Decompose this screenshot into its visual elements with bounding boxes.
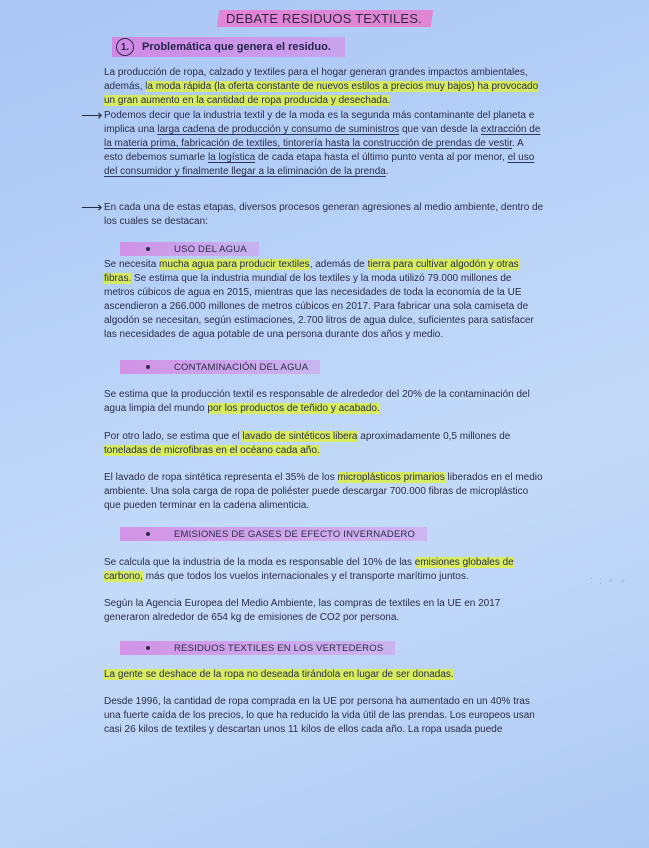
text-run: liberados en el medio ambiente. Una sola carga de ropa de poliéster puede descargar 700.000 fibras de microplástico que pueden terminar en la cadena alimenticia. [104,472,543,512]
text-run: Se calcula que la industria de la moda es responsable del 10% de las [104,557,415,568]
highlighted-text: la moda rápida (la oferta constante de nuevos estilos a precios muy bajos) ha provocado un gran aumento en la cantidad de ropa producida y desechada. [104,81,539,107]
section-number: 1. [116,38,134,56]
paragraph-landfill-1 [104,668,544,682]
highlighted-text: toneladas de microfibras en el océano cada año. [104,445,320,457]
paragraph-emissions-2: Según la Agencia Europea del Medio Ambiente, las compras de textiles en la UE en 2017 generaron alrededor de 654 kg de emisiones de CO2 por persona. [104,598,501,624]
underlined-text: larga cadena de producción y consumo de suministros [157,124,400,136]
subheading-text: RESIDUOS TEXTILES EN LOS VERTEDEROS [174,642,384,654]
text-run: más que todos los vuelos internacionales y el transporte marítimo juntos. [142,571,469,583]
highlighted-text: lavado de sintéticos libera [242,431,358,442]
paragraph-pollution-2 [104,430,544,458]
highlighted-text: mucha agua para producir textiles [159,259,310,270]
subheading-water-use [120,242,259,256]
underlined-text: el uso del consumidor y finalmente llegar a la eliminación de la prenda [104,152,535,178]
arrow-icon: ⟶ [81,107,103,124]
subheading-water-pollution [120,360,320,374]
paragraph-pollution-3 [104,471,544,513]
underlined-text: extracción de la materia prima, fabricación de textiles, tintorería hasta la construcción de prendas de vestir [104,124,541,150]
text-run: . [385,166,389,178]
paragraph-water-use [104,258,544,343]
highlighted-text: emisiones globales de carbono, [104,557,514,583]
arrow-icon: ⟶ [81,199,103,216]
faint-mark: : ; ∘ ∘ [590,575,628,585]
text-run: La producción de ropa, calzado y textiles para el hogar generan grandes impactos ambientales, además, [104,67,528,93]
underlined-text: la logística [207,152,256,164]
text-run: que van desde la [399,124,481,136]
paragraph-industry [104,109,544,179]
highlighted-text: por los productos de teñido y acabado. [207,403,380,415]
text-run: aproximadamente 0,5 millones de [357,431,511,442]
paragraph-stages: En cada una de estas etapas, diversos procesos generan agresiones al medio ambiente, dentro de los cuales se destacan: [104,202,544,228]
text-run: Por otro lado, se estima que el [104,431,243,442]
highlighted-text: tierra para cultivar algodón y otras fibras. [104,259,519,285]
bullet-icon [146,646,150,650]
text-run: . A esto debemos sumarle [104,138,524,164]
subheading-text: USO DEL AGUA [174,243,247,255]
text-run: Se estima que la industria mundial de los textiles y la moda utilizó 79.000 millones de metros cúbicos de agua en 2015, mientras que las necesidades de toda la economía de la UE ascendieron a 266.000 millones de metros cúbicos en 2017. Para fabricar una sola camiseta de algodón se necesitan, según estimaciones, 2.700 litros de agua dulce, suficientes para satisfacer las necesidades de agua potable de una persona durante dos años y medio. [104,273,534,341]
bullet-icon [146,532,150,536]
subheading-text: CONTAMINACIÓN DEL AGUA [174,361,309,373]
bullet-icon [146,365,150,369]
subheading-emissions [120,527,427,541]
paragraph-pollution-1 [104,388,544,416]
paragraph-landfill-2: Desde 1996, la cantidad de ropa comprada en la UE por persona ha aumentado en un 40% tras una fuerte caída de los precios, lo que ha reducido la vida útil de las prendas. Los europeos usan casi 26 kilos de textiles y descartan unos 11 kilos de ellos cada año. La ropa usada puede [104,696,535,736]
paragraph-emissions-1 [104,556,544,584]
document-title-text: DEBATE RESIDUOS TEXTILES. [225,11,422,26]
text-run: Se necesita [104,259,160,270]
text-run: Se estima que la producción textil es responsable de alrededor del 20% de la contaminación del agua limpia del mundo [104,389,530,415]
text-run: Podemos decir que la industria textil y de la moda es la segunda más contaminante del planeta e implica una [104,110,535,136]
highlighted-text: La gente se deshace de la ropa no deseada tirándola en lugar de ser donadas. [104,669,454,680]
section-heading [112,37,345,57]
section-heading-text: Problemática que genera el residuo. [142,41,331,53]
text-run: de cada etapa hasta el último punto venta al por menor, [255,152,508,164]
text-run: , además de [309,259,368,270]
subheading-text: EMISIONES DE GASES DE EFECTO INVERNADERO [174,528,416,540]
document-title [216,10,432,27]
text-run: El lavado de ropa sintética representa el 35% de los [104,472,338,483]
bullet-icon [146,247,150,251]
highlighted-text: microplásticos primarios [337,472,445,483]
title-wrap [0,10,649,28]
subheading-landfill [120,641,395,655]
paragraph-intro [104,66,544,108]
